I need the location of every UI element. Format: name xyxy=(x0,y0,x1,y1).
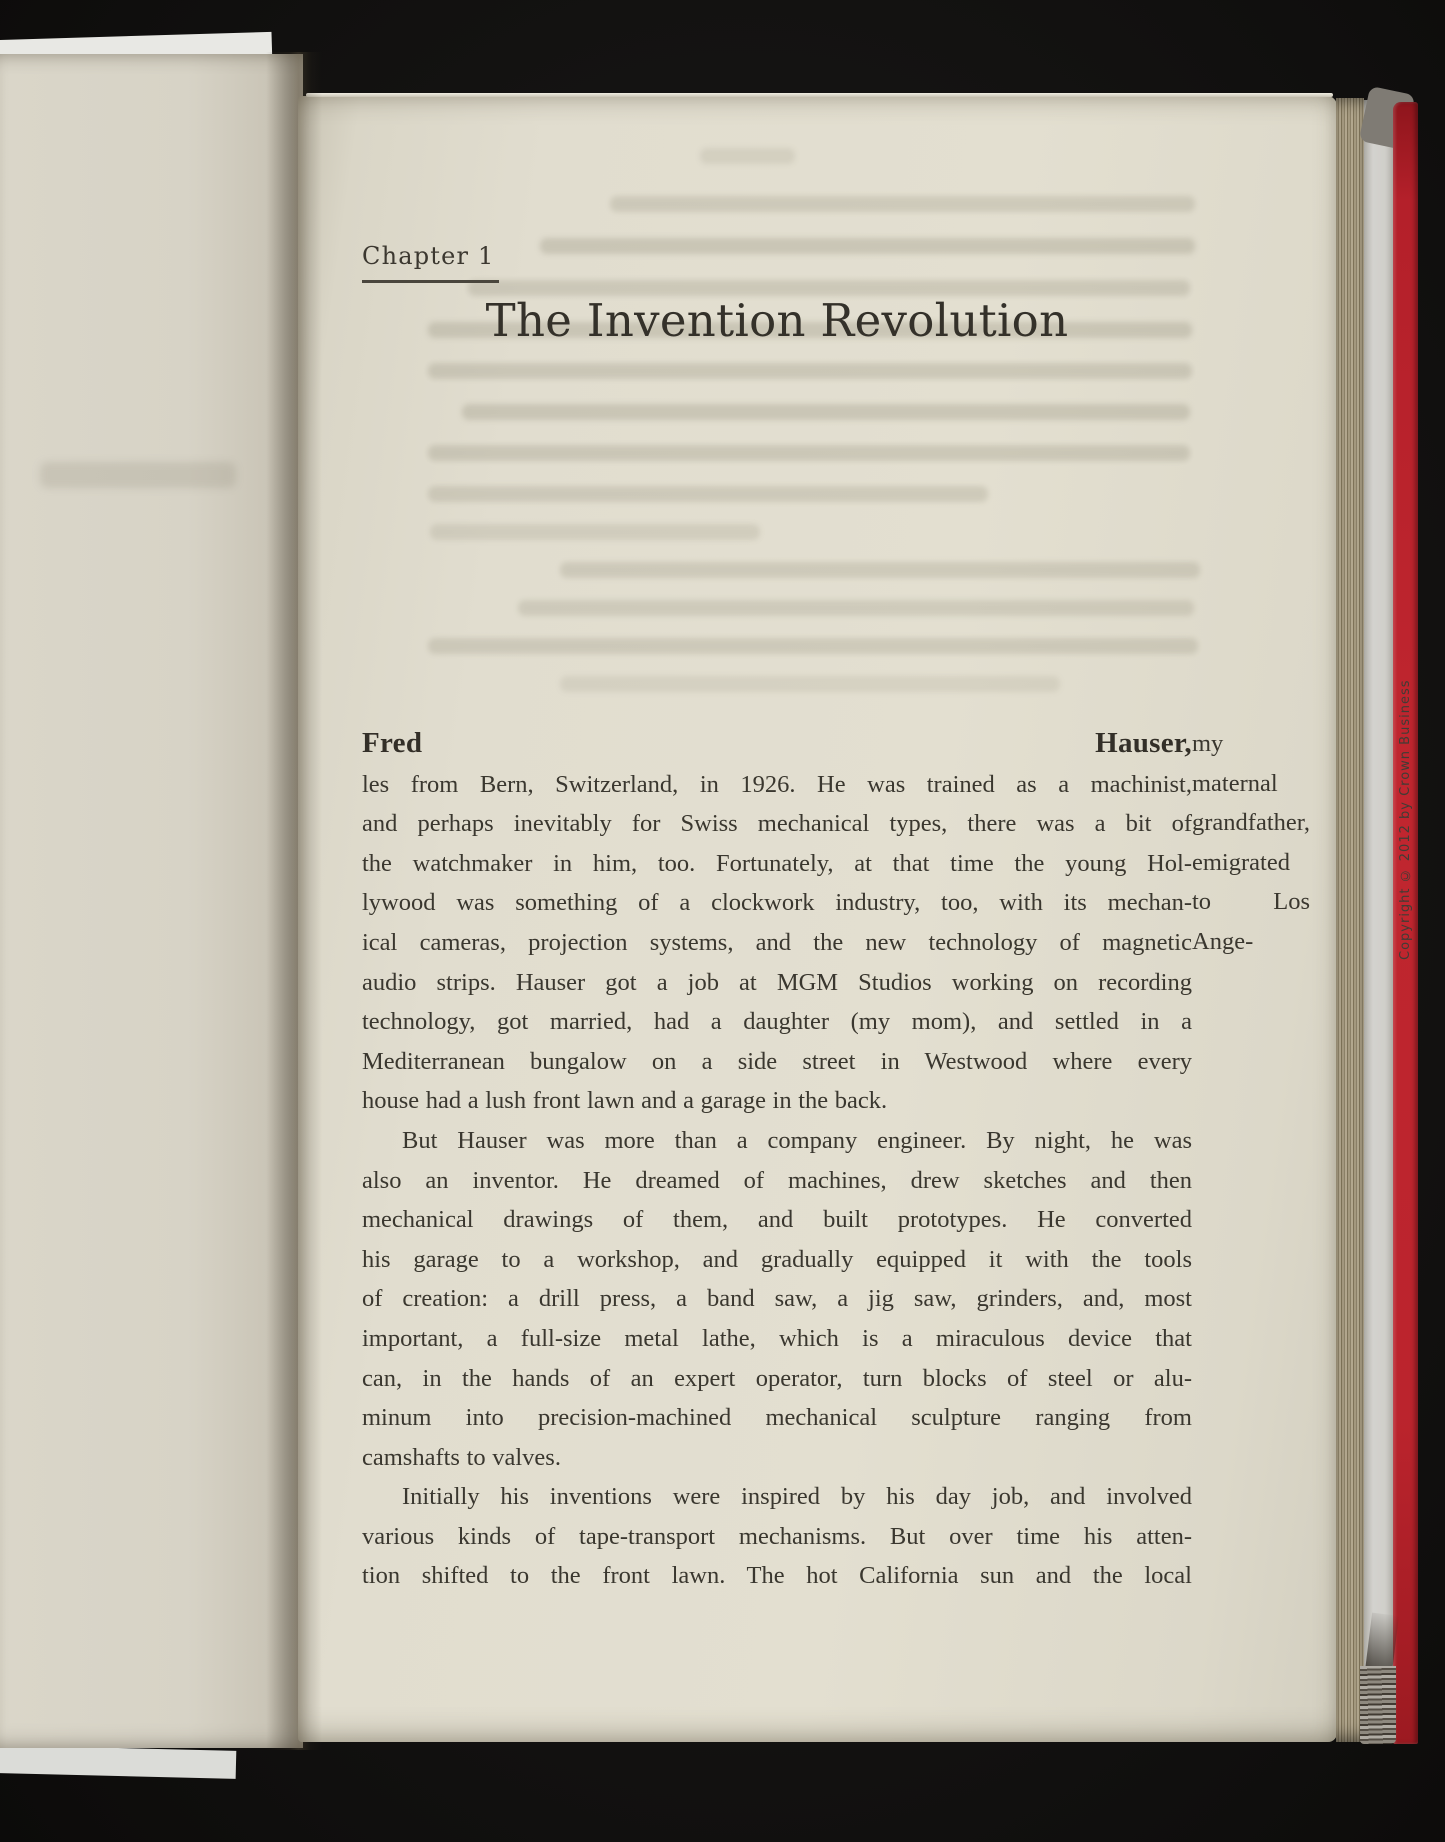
paragraph xyxy=(362,1477,1192,1596)
text-lines xyxy=(362,765,1192,1121)
text-line: audio strips. Hauser got a job at MGM Studios working on recording xyxy=(362,968,1192,996)
left-page xyxy=(0,54,303,1748)
text-line: various kinds of tape-transport mechanisms. But over time his atten- xyxy=(362,1522,1192,1550)
text-line: important, a full-size metal lathe, which is a miraculous device that xyxy=(362,1324,1192,1352)
text-line: Initially his inventions were inspired by his day job, and involved xyxy=(402,1483,1192,1511)
text-line: house had a lush front lawn and a garage in the back. xyxy=(362,1087,888,1115)
text-line: ical cameras, projection systems, and the new technology of magnetic xyxy=(362,928,1192,956)
text-lines xyxy=(362,1477,1192,1596)
text-lines xyxy=(362,1121,1192,1477)
copyright-vertical-text: Copyright © 2012 by Crown Business xyxy=(1398,679,1413,961)
body-text xyxy=(362,724,1311,1596)
chapter-title: The Invention Revolution xyxy=(485,294,1069,347)
text-column xyxy=(362,96,1311,1742)
paragraph xyxy=(362,1121,1192,1477)
text-line: can, in the hands of an expert operator, turn blocks of steel or alu- xyxy=(362,1364,1192,1392)
text-line: tion shifted to the front lawn. The hot California sun and the local xyxy=(362,1562,1192,1590)
text-line: his garage to a workshop, and gradually equipped it with the tools xyxy=(362,1245,1192,1273)
text-line: lywood was something of a clockwork industry, too, with its mechan- xyxy=(362,889,1192,917)
text-line: of creation: a drill press, a band saw, a jig saw, grinders, and, most xyxy=(362,1285,1192,1313)
text-line: minum into precision-machined mechanical sculpture ranging from xyxy=(362,1404,1192,1432)
text-line: But Hauser was more than a company engineer. By night, he was xyxy=(402,1126,1192,1154)
cover-board-edge-bottom xyxy=(0,1745,236,1779)
chapter-label: Chapter 1 xyxy=(362,242,499,283)
text-line: also an inventor. He dreamed of machines, drew sketches and then xyxy=(362,1166,1192,1194)
page-stack-bottom-corner xyxy=(1360,1666,1396,1744)
paragraph xyxy=(362,724,1311,1121)
text-line: mechanical drawings of them, and built prototypes. He converted xyxy=(362,1206,1192,1234)
endpaper-edge xyxy=(1364,100,1394,1742)
text-line: les from Bern, Switzerland, in 1926. He was trained as a machinist, xyxy=(362,770,1192,798)
text-line: and perhaps inevitably for Swiss mechanical types, there was a bit of xyxy=(362,810,1192,838)
text-line: the watchmaker in him, too. Fortunately, at that time the young Hol- xyxy=(362,849,1192,877)
text-line: technology, got married, had a daughter (my mom), and settled in a xyxy=(362,1008,1192,1036)
text-run: my maternal grandfather, emigrated to Los Ange- xyxy=(1192,730,1311,955)
book-page xyxy=(298,96,1337,1742)
text-line: camshafts to valves. xyxy=(362,1443,561,1471)
page-stack-fore-edge xyxy=(1336,98,1364,1742)
gutter-shadow xyxy=(266,52,322,1750)
text-line: Mediterranean bungalow on a side street in Westwood where every xyxy=(362,1047,1192,1075)
paragraph-lead: Fred Hauser, xyxy=(362,727,1192,759)
red-cover-edge xyxy=(1393,102,1418,1744)
show-through-smudge xyxy=(40,462,236,488)
